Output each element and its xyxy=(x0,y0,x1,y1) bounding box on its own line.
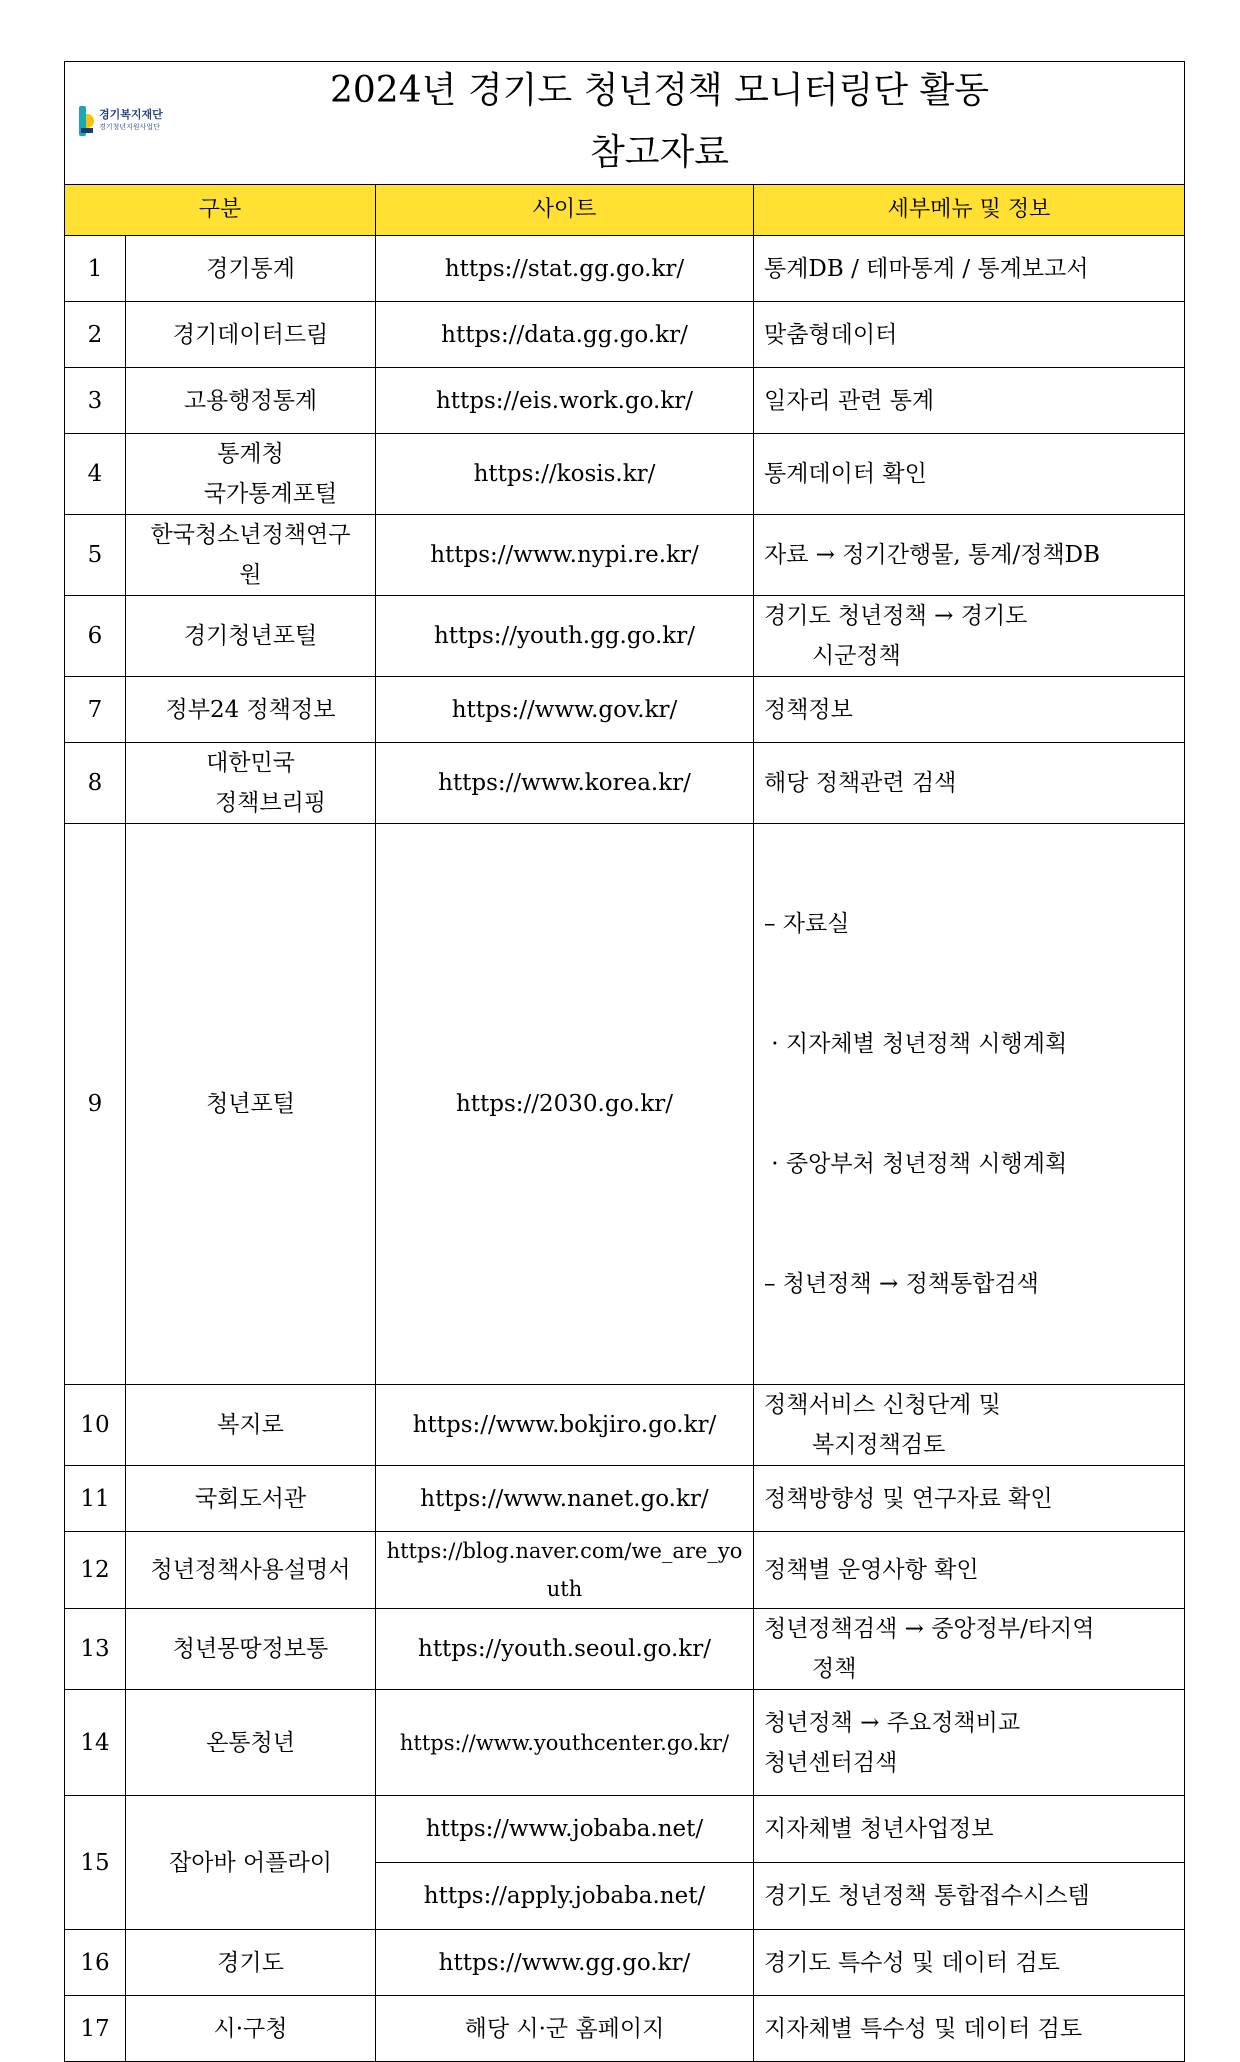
row-detail xyxy=(754,824,1185,1385)
row-detail-line-3: · 중앙부처 청년정책 시행계획 xyxy=(764,1151,1068,1177)
row-number: 2 xyxy=(65,302,126,368)
row-site-link[interactable]: https://www.korea.kr/ xyxy=(376,743,754,824)
row-detail: 일자리 관련 통계 xyxy=(754,368,1185,434)
row-detail: 정책방향성 및 연구자료 확인 xyxy=(754,1466,1185,1532)
table-row xyxy=(65,1466,1185,1532)
row-number: 7 xyxy=(65,677,126,743)
row-name-line-2: 국가통계포털 xyxy=(203,481,338,507)
row-site-link[interactable]: https://www.nypi.re.kr/ xyxy=(376,515,754,596)
row-name: 청년몽땅정보통 xyxy=(126,1609,376,1690)
header-category: 구분 xyxy=(65,185,376,236)
reference-table xyxy=(64,61,1185,2062)
row-name: 경기데이터드림 xyxy=(126,302,376,368)
row-detail: 지자체별 청년사업정보 xyxy=(754,1796,1185,1863)
table-row xyxy=(65,743,1185,824)
row-site-link[interactable]: https://blog.naver.com/we_are_youth xyxy=(376,1532,754,1609)
table-row xyxy=(65,824,1185,1385)
row-detail-line-2: 정책 xyxy=(812,1656,857,1682)
title-line-2: 참고자료 xyxy=(589,132,730,173)
header-row xyxy=(65,185,1185,236)
row-name-line-1: 통계청 xyxy=(217,441,284,467)
row-detail: 정책정보 xyxy=(754,677,1185,743)
row-site-link[interactable]: https://apply.jobaba.net/ xyxy=(376,1863,754,1930)
row-detail-line-4: – 청년정책 → 정책통합검색 xyxy=(764,1271,1039,1297)
row-detail: 맞춤형데이터 xyxy=(754,302,1185,368)
table-row xyxy=(65,434,1185,515)
page-title xyxy=(65,60,1184,184)
table-row xyxy=(65,515,1185,596)
row-detail-line-1: 청년정책검색 → 중앙정부/타지역 xyxy=(764,1616,1095,1642)
row-number: 13 xyxy=(65,1609,126,1690)
row-number: 8 xyxy=(65,743,126,824)
row-name-line-2: 정책브리핑 xyxy=(214,790,327,816)
row-detail xyxy=(754,596,1185,677)
title-line-1: 2024년 경기도 청년정책 모니터링단 활동 xyxy=(330,70,990,111)
row-detail-line-1: – 자료실 xyxy=(764,911,850,937)
row-number: 6 xyxy=(65,596,126,677)
row-number: 10 xyxy=(65,1385,126,1466)
document-page xyxy=(64,61,1184,2062)
row-number: 5 xyxy=(65,515,126,596)
row-site-link[interactable]: https://www.youthcenter.go.kr/ xyxy=(376,1690,754,1796)
row-detail xyxy=(754,1385,1185,1466)
row-site-link[interactable]: https://data.gg.go.kr/ xyxy=(376,302,754,368)
row-site-link[interactable]: https://kosis.kr/ xyxy=(376,434,754,515)
row-name: 경기도 xyxy=(126,1930,376,1996)
row-detail: 통계DB / 테마통계 / 통계보고서 xyxy=(754,236,1185,302)
row-name-line-2: 원 xyxy=(239,562,262,588)
row-detail: 자료 → 정기간행물, 통계/정책DB xyxy=(754,515,1185,596)
table-row xyxy=(65,302,1185,368)
row-site-link[interactable]: https://stat.gg.go.kr/ xyxy=(376,236,754,302)
row-number: 11 xyxy=(65,1466,126,1532)
row-number: 9 xyxy=(65,824,126,1385)
row-number: 17 xyxy=(65,1996,126,2062)
table-row xyxy=(65,1609,1185,1690)
row-detail-line-2: 시군정책 xyxy=(812,643,901,669)
table-row xyxy=(65,1796,1185,1863)
row-number: 14 xyxy=(65,1690,126,1796)
row-name xyxy=(126,743,376,824)
row-site-link[interactable]: https://www.gg.go.kr/ xyxy=(376,1930,754,1996)
row-name: 경기통계 xyxy=(126,236,376,302)
row-name: 경기청년포털 xyxy=(126,596,376,677)
row-detail: 지자체별 특수성 및 데이터 검토 xyxy=(754,1996,1185,2062)
row-name: 국회도서관 xyxy=(126,1466,376,1532)
row-name: 청년정책사용설명서 xyxy=(126,1532,376,1609)
row-number: 12 xyxy=(65,1532,126,1609)
row-site-link[interactable]: https://www.gov.kr/ xyxy=(376,677,754,743)
row-name: 고용행정통계 xyxy=(126,368,376,434)
row-detail-line-2: 청년센터검색 xyxy=(764,1749,898,1776)
row-number: 15 xyxy=(65,1796,126,1930)
header-detail: 세부메뉴 및 정보 xyxy=(754,185,1185,236)
header-site: 사이트 xyxy=(376,185,754,236)
row-detail: 통계데이터 확인 xyxy=(754,434,1185,515)
row-site-link[interactable]: https://www.bokjiro.go.kr/ xyxy=(376,1385,754,1466)
row-name xyxy=(126,515,376,596)
gyeonggi-welfare-logo xyxy=(79,106,163,136)
row-name xyxy=(126,434,376,515)
row-site-link[interactable]: https://youth.seoul.go.kr/ xyxy=(376,1609,754,1690)
row-name: 시·구청 xyxy=(126,1996,376,2062)
row-detail: 경기도 특수성 및 데이터 검토 xyxy=(754,1930,1185,1996)
row-name: 온통청년 xyxy=(126,1690,376,1796)
row-detail-line-2: 복지정책검토 xyxy=(812,1432,946,1458)
table-row xyxy=(65,596,1185,677)
row-detail: 해당 정책관련 검색 xyxy=(754,743,1185,824)
row-detail-line-1: 정책서비스 신청단계 및 xyxy=(764,1392,1001,1418)
row-detail-line-2: · 지자체별 청년정책 시행계획 xyxy=(764,1031,1068,1057)
row-number: 16 xyxy=(65,1930,126,1996)
logo-name: 경기복지재단 xyxy=(99,108,163,121)
title-cell xyxy=(65,62,1185,185)
row-name-line-1: 대한민국 xyxy=(206,750,295,776)
row-detail xyxy=(754,1690,1185,1796)
row-number: 4 xyxy=(65,434,126,515)
row-site-link[interactable]: https://youth.gg.go.kr/ xyxy=(376,596,754,677)
row-name: 정부24 정책정보 xyxy=(126,677,376,743)
table-row xyxy=(65,1690,1185,1796)
table-row xyxy=(65,677,1185,743)
row-detail: 경기도 청년정책 통합접수시스템 xyxy=(754,1863,1185,1930)
row-site-link[interactable]: https://www.jobaba.net/ xyxy=(376,1796,754,1863)
table-row xyxy=(65,368,1185,434)
row-number: 1 xyxy=(65,236,126,302)
row-site-link[interactable]: https://2030.go.kr/ xyxy=(376,824,754,1385)
title-row xyxy=(65,62,1185,185)
logo-subtitle: 경기청년지원사업단 xyxy=(99,123,160,131)
row-name: 청년포털 xyxy=(126,824,376,1385)
table-row xyxy=(65,1532,1185,1609)
table-row xyxy=(65,1930,1185,1996)
row-detail xyxy=(754,1609,1185,1690)
row-name: 복지로 xyxy=(126,1385,376,1466)
row-detail-line-1: 청년정책 → 주요정책비교 xyxy=(764,1709,1021,1736)
row-number: 3 xyxy=(65,368,126,434)
row-site-link[interactable]: https://www.nanet.go.kr/ xyxy=(376,1466,754,1532)
row-site-link[interactable]: https://eis.work.go.kr/ xyxy=(376,368,754,434)
row-site-text: 해당 시·군 홈페이지 xyxy=(376,1996,754,2062)
table-row xyxy=(65,236,1185,302)
row-name: 잡아바 어플라이 xyxy=(126,1796,376,1930)
row-name-line-1: 한국청소년정책연구 xyxy=(150,522,351,548)
row-detail: 정책별 운영사항 확인 xyxy=(754,1532,1185,1609)
logo-mark-icon xyxy=(79,106,95,136)
table-row xyxy=(65,1996,1185,2062)
row-detail-line-1: 경기도 청년정책 → 경기도 xyxy=(764,603,1028,629)
table-row xyxy=(65,1385,1185,1466)
